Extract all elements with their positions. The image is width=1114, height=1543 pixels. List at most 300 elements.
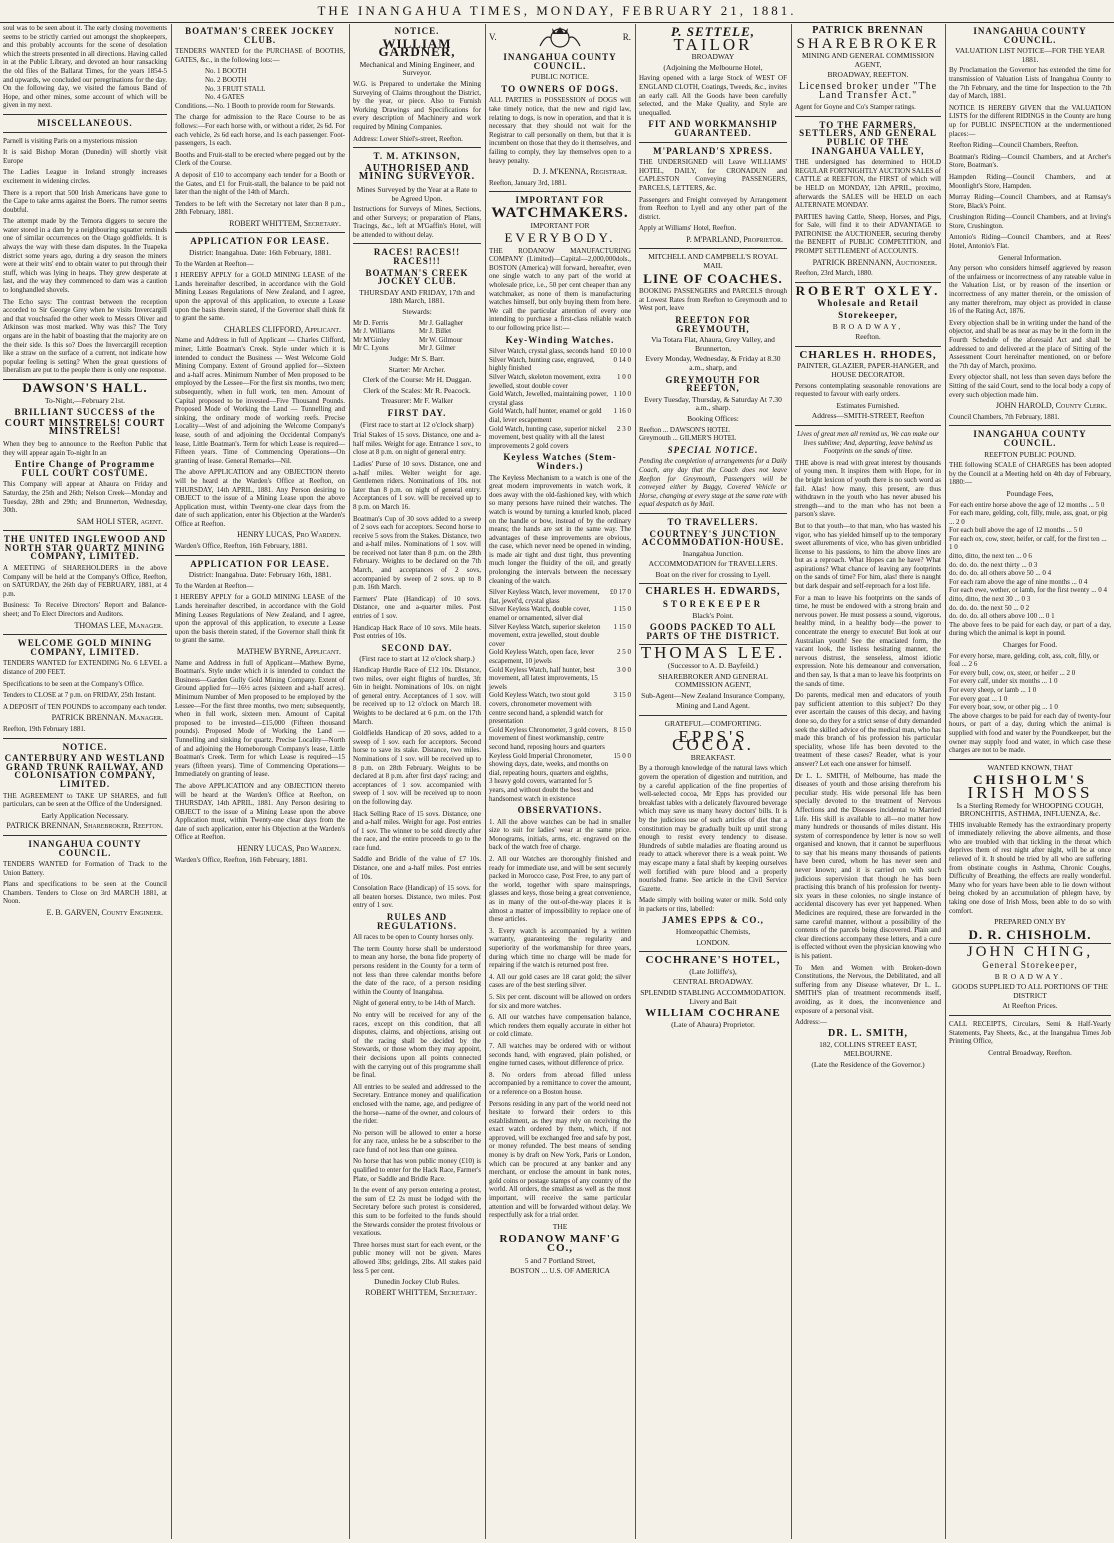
article-text: For a man to leave his footprints on the sands of time, he must be endowed with a strong brain and nervous power. He must possess a sound, vigorous, healthy mind, in a healthy body—the power to concentrate the energy to execute! But look at our Australian youth! See the emaciated form, the vacant look, the listless hesitating manner, the nervous distrust, the senseless, almost idiotic expression. Note his demeanour and conversation, and then say, Is that a man to leave his footprints on the sands of time. (795, 593, 941, 688)
news-item: Parnell is visiting Paris on a mysterious mission (3, 136, 138, 145)
ad-text: Conditions.—No. 1 Booth to provide room for Stewards. (175, 101, 335, 110)
ad-text: CENTRAL BROADWAY. (673, 977, 753, 987)
ad-title: LINE OF COACHES. (643, 270, 783, 286)
obs-item: 2. All our Watches are thoroughly finished and ready for immediate use, and will be sent securely packed in Morocco case, Post Free, to any part of the world, together with spare mainsprings, glasses and keys, those being a great convenience, as in many of the out-of-the-way places it is almost a matter of impossibility to replace one of these articles. (489, 855, 631, 924)
official: Starter: Mr Archer. (388, 364, 446, 374)
official: Clerk of the Scales: Mr R. Peacock. (363, 385, 471, 395)
rule-item: In the event of any person entering a protest, the sum of £2 2s must be lodged with the Secretary before such protest is considered, this sum to be forfeited to the funds should the Stewards consider the protest frivolous or vexatious. (353, 1186, 481, 1238)
ad-text: Mines Surveyed by the Year at a Rate to be Agreed Upon. (356, 184, 478, 203)
price-item (489, 588, 631, 605)
price-desc: Gold Keyless Watch, two stout gold covers, chronometer movement with centre second hand, a splendid watch for presentation (489, 691, 604, 726)
ad-heading: NOTICE. (62, 741, 108, 752)
ad-text: (Adjoining the Melbourne Hotel, (663, 62, 763, 72)
ad-signature: E. B. GARVEN, County Engineer. (46, 908, 163, 918)
ad-text: TENDERS WANTED for the PURCHASE of BOOTHS, GATES, &c., in the following lots:— (175, 47, 345, 64)
ad-title: WATCHMAKERS. (491, 204, 629, 221)
rule-item: No entry will be received for any of the races, except on this condition, that all disputes, claims, and objections, arising out of the racing shall be decided by the Stewards, or those whom they may appoint, their decisions upon all points connected with the carrying out of this programme shall be final. (353, 1010, 481, 1080)
price-value: 2 5 0 (617, 648, 631, 657)
ad-title: THE UNITED INGLEWOOD AND NORTH STAR QUARTZ MINING COMPANY, LIMITED. (3, 534, 167, 562)
ad-heading: FIRST DAY. (387, 407, 447, 418)
article-text: To Men and Women with Broken-down Constitutions, the Nervous, the Debilitated, and all suffering from any Disease whatever, Dr L. L. SMITH'S plan of treatment recommends itself, avoiding, as it does, the inconvenience and exposure of a personal visit. (795, 963, 941, 1015)
rule-item: No person will be allowed to enter a horse for any race, unless he be a subscriber to the race fund of not less than one guinea. (353, 1128, 481, 1154)
ad-signature: P. M'PARLAND, Proprietor. (686, 234, 783, 244)
ad-text: Is a Sterling Remedy for WHOOPING COUGH, BRONCHITIS, ASTHMA, INFLUENZA, &c. (956, 800, 1104, 819)
ad-title: BOATMAN'S CREEK JOCKEY CLUB. (365, 267, 469, 287)
race-item: Consolation Race (Handicap) of 15 sovs. for all beaten horses. Distance, two miles. Post entry of 1 sov. (353, 884, 481, 910)
ad-text: When they beg to announce to the Reefton Public that they will appear again To-night In an (3, 439, 167, 457)
fee-item: do. do. do. the next thirty ... 0 3 (949, 560, 1038, 569)
ad-text: SPLENDID STABLING ACCOMMODATION. Livery and Bait (640, 988, 786, 1006)
price-desc: Keyless Gold Imperial Chronometer, showing days, date, weeks, and months on dial, repeating hours, quarters and eighths, 3 heavy gold covers, warranted for 5 years, and without doubt the best and handsomest watch in existence (489, 751, 609, 803)
ad-text: Name and Address in full of Applicant—Mathew Byrne, Boatman's. Style under which it is intended to conduct the Business—Garden Gully Gold Mining Company. Extent of Ground applied for—16½ acres (sixteen and a-half acres). Minimum Number of Men proposed to be employed by the Lessee—For the first three months, two men; subsequently, when in full work, sixteen men. Amount of Capital proposed to be invested—£15,000 (Fifteen thousand pounds). Proposed Mode of Working the Land — Tunnelling and sinking for quartz. Precise Locality—North of and adjoining the Homeborough Company's lease, Little Boatman's Creek. Term for which Lease is required—15 years (fifteen years). Time of Commencing Operations—Immediately on granting of lease. (175, 658, 345, 779)
ad-title: THOMAS LEE. (640, 643, 786, 663)
ad-text: BROADWAY, (832, 321, 904, 331)
ad-text: NOTICE IS HEREBY GIVEN that the VALUATION LISTS for the different RIDINGS in the County are hung up for PUBLIC INSPECTION at the undermentioned places:— (949, 103, 1111, 138)
ad-title: TAILOR (673, 34, 753, 54)
ad-heading: PAINTER, GLAZIER, PAPER-HANGER, and HOUSE DECORATOR. (797, 361, 939, 379)
ad-text: A deposit of £10 to accompany each tender for a Booth or the Gates, and £1 for Fruit-stall, the balance to be paid not later than the night of the 14th of March. (175, 170, 345, 197)
price-value: 1 15 0 (613, 605, 631, 614)
ad-heading: WANTED KNOWN, THAT (987, 762, 1073, 772)
ad-text: GOODS SUPPLIED TO ALL PORTIONS OF THE DISTRICT (952, 982, 1108, 1000)
column-7 (946, 24, 1114, 1539)
price-desc: Gold Watch, hunting case, superior nickel movement, best quality with all the latest improvements 2 gold covers (489, 424, 607, 450)
ad-text: Every Tuesday, Thursday, & Saturday At 7.30 a.m., sharp. (644, 394, 782, 413)
news-item: The attempt made by the Temora diggers to secure the water stored in a dam by a neighbouring squatter reminds one of similar occurrences on the Otago goldfields. It is always the way with these dam disputes. In the Tuapeka district some years ago, during a dry season the miners were at their wits' end to obtain water to put through their stuff, which was lying in heaps. They grew desperate at last, and the way they commenced to dam was a caution to longhandled shovels. (3, 217, 167, 295)
ad-text: BOSTON ... U.S. OF AMERICA (509, 1266, 611, 1276)
news-item: The Ladies League in Ireland strongly increases excitement in widening circles. (3, 168, 167, 185)
price-item (489, 373, 631, 390)
price-desc: Silver Keyless Watch, double cover, enamel or ornamented, silver dial (489, 605, 591, 623)
ad-text: W.G. is Prepared to undertake the Mining Surveying of Claims throughout the District, by the year, or piece. Also to Furnish Working Drawings and Specifications for every description of Machinery and work required by Mining Companies. (353, 79, 481, 131)
fee-item: For each ewe, wether, or lamb, for the first twenty ... 0 4 (949, 586, 1107, 595)
ad-text: Dunedin Jockey Club Rules. (374, 1277, 460, 1287)
rule-item: No horse that has won public money (£10) is qualified to enter for the Hack Race, Farmer's Plate, or Saddle and Bridle Race. (353, 1157, 481, 1183)
ad-title: BOATMAN'S CREEK JOCKEY CLUB. (185, 26, 335, 45)
quote: Lives of great men all remind us, We can make our lives sublime; And, departing, leave behind us Footprints on the sands of time. (797, 429, 939, 456)
ad-heading: REEFTON PUBLIC POUND. (984, 449, 1076, 459)
rule-item: Three horses must start for each event, or the public money will not be given. Mares allowed 3lbs; geldings, 2lbs. All stakes paid less 5 per cent. (353, 1240, 481, 1275)
fee-item: For every sheep, or lamb ... 1 0 (949, 685, 1037, 694)
ad-signature: JAMES EPPS & CO., (662, 915, 764, 926)
article-text: But to that youth—to that man, who has wasted his vigor, who has yielded himself up to the temporary sweet allurements of vice, who has given unbridled license to his passions, to him the above lines are but as a reproach. What Hopes can he have? What aspirations? What chance of leaving any footprints on the sands of time? For him, alas! there is naught but dark despair and self-reproach for a lost life. (795, 521, 941, 591)
ad-heading: TO OWNERS OF DOGS. (501, 83, 619, 94)
ad-text: Apply at Williams' Hotel, Reefton. (639, 224, 737, 233)
ad-text: Every objector shall, not less than seven days before the Sitting of the said Court, send to the local body a copy of every such objection made him. (949, 373, 1111, 399)
ad-text: Any person who considers himself aggrieved by reason of the unfairness or incorrectness of any rateable value in the Valuation List, or by reason of the insertion or incorrectness of any matter therein, or the omission of any matter therefrom, may object as provided in clause 16 of the Rating Act, 1876. (949, 264, 1111, 316)
ad-title: T. M. ATKINSON, (373, 151, 461, 162)
price-item (489, 726, 631, 752)
ad-text: Tenders to be left with the Secretary not later than 8 p.m., 28th February, 1881. (175, 199, 345, 217)
race-item: Trial Stakes of 15 sovs. Distance, one and a-half miles. Weight for age. Entrance 1 sov., to close at 8 p.m. on night of general entry. (353, 431, 481, 457)
price-value: £0 17 0 (610, 588, 631, 597)
column-4 (486, 24, 634, 1539)
ad-text: Address: Lower Shiel's-street, Reefton. (353, 134, 463, 143)
ad-date: Council Chambers, 7th February, 1881. (949, 412, 1060, 421)
ad-title: APPLICATION FOR LEASE. (190, 558, 330, 569)
steward-name: Mr M'Ginley (353, 335, 390, 344)
ad-text: BROADWAY, REEFTON. (827, 70, 909, 80)
fee-list (949, 501, 1111, 621)
price-item (489, 691, 631, 725)
ad-text: THE UNDERSIGNED will Leave WILLIAMS' HOTEL, DAILY, for CRONADUN and CAPLESTON Conveying PASSENGERS, PARCELS, LETTERS, &c. (639, 158, 787, 192)
news-item: It is said Bishop Moran (Dunedin) will shortly visit Europe (3, 148, 167, 165)
fee-item: do. do. do. all others above 100 ... 0 1 (949, 612, 1055, 621)
ad-text: THE undersigned has determined to HOLD REGULAR FORTNIGHTLY AUCTION SALES of CATTLE at REEFTON, the FIRST of which will be HELD on MONDAY, 12th APRIL, proximo, afterwards the SALES will be HELD on each ALTERNATE MONDAY. (795, 158, 942, 210)
price-item (489, 752, 631, 804)
ad-text: Address:— (795, 1018, 827, 1027)
steward-name: Mr J. Williams (353, 327, 395, 336)
obs-item: 3. Every watch is accompanied by a written warranty, guaranteeing the regularity and superiority of the workmanship for three years, during which time no charge will be made for repairing if the watch is returned post free. (489, 926, 631, 970)
ad-title: P. SETTELE, (670, 24, 756, 39)
ad-title: INANGAHUA COUNTY COUNCIL. (973, 429, 1087, 448)
ad-title: SHAREBROKER (796, 35, 940, 52)
ad-text: MINING AND GENERAL COMMISSION AGENT, (801, 51, 934, 69)
fee-item: For every boar, sow, or other pig ... 1 0 (949, 703, 1058, 712)
ad-text: THE RODANOW MANUFACTURING COMPANY (Limited)—Capital—2,000,000dols., BOSTON (America) will forward, hereafter, even one single watch to any part of the world at wholesale price, i.e., 50 per cent cheaper than any watchmaker, as none of them is manufacturing watches himself, but only buying them from here. We call the particular attention of every one intending to purchase a first-class reliable watch to our following price list:— (489, 246, 631, 333)
ad-text: THE AGREEMENT to TAKE UP SHARES, and full particulars, can be seen at the Office of the Undersigned. (3, 791, 167, 809)
ad-text: Persons contemplating seasonable renovations are requested to favour with early orders. (795, 381, 941, 399)
price-value: 1 15 0 (613, 622, 631, 631)
ad-text: THE (552, 1221, 568, 1231)
price-list (489, 588, 631, 803)
ad-text: Inangahua Junction. (682, 548, 744, 558)
ad-text: This Company will appear at Ahaura on Friday and Saturday, the 25th and 26th; Nelson Creek—Monday and Tuesday, 28th and 29th; and Brunnerton, Wednesday, 30th. (3, 480, 167, 515)
ad-text: Sub-Agent—New Zealand Insurance Company, (641, 690, 785, 700)
ad-heading: GREYMOUTH FOR REEFTON, (665, 374, 761, 394)
ad-text: Tenders to CLOSE at 7 p.m. on FRIDAY, 25th Instant. (3, 691, 156, 700)
ad-title: EVERYBODY. (504, 230, 616, 246)
ad-text: By a thorough knowledge of the natural laws which govern the operation of digestion and nutrition, and by a careful application of the fine properties of well-selected cocoa, Mr Epps has provided our breakfast tables with a delicately flavoured beverage which may save us many heavy doctors' bills. It is by the judicious use of such articles of diet that a constitution may be gradually built up until strong enough to resist every tendency to disease. Hundreds of subtle maladies are floating around us ready to attack wherever there is a weak point. We may escape many a fatal shaft by keeping ourselves well fortified with pure blood and a properly nourished frame. See article in the Civil Service Gazette. (639, 764, 787, 893)
ad-text: Booths and Fruit-stall to be erected where pegged out by the Clerk of the Course. (175, 150, 345, 168)
ad-heading: Keyless Watches (Stem-Winders.) (503, 452, 617, 471)
price-value: 1 0 0 (617, 373, 631, 381)
ad-text: TENDERS WANTED for EXTENDING No. 6 LEVEL a distance of 200 FEET. (3, 659, 167, 676)
ad-heading: VALUATION LIST NOTICE—FOR THE YEAR 1881. (955, 46, 1105, 64)
fee-item: do. do. do. all others above 50 ... 0 4 (949, 569, 1052, 578)
fee-item: For every horse, mare, gelding, colt, ass, colt, filly, or foal ... 2 6 (949, 651, 1100, 669)
ad-text: A DEPOSIT of TEN POUNDS to accompany each tender. (3, 702, 167, 711)
column-6 (792, 24, 944, 1539)
ad-text: Early Application Necessary. (41, 810, 129, 820)
price-item (489, 390, 631, 407)
price-item (489, 356, 631, 373)
ad-title: CHISHOLM'S (973, 772, 1087, 788)
ad-text: (First race to start at 12 o'clock sharp) (360, 419, 474, 429)
column-2 (172, 24, 348, 1539)
ad-text: (Late of Ahaura) Proprietor. (671, 1019, 755, 1029)
ad-heading: GRATEFUL—COMFORTING. (664, 719, 762, 728)
fee-item: For each ram above the age of nine months ... 0 4 (949, 577, 1088, 586)
ad-text: Every objection shall be in writing under the hand of the objector, and shall be as near as may be in the form in the Fourth Schedule of the aforesaid Act and shall be addressed to and delivered at the place of Sitting of the Assessment Court hereinafter mentioned, on or before the 7th day of March, proximo. (949, 318, 1111, 370)
masthead: THE INANGAHUA TIMES, MONDAY, FEBRUARY 21, 1881. (0, 0, 1114, 23)
price-value: 15 0 0 (613, 751, 631, 760)
ad-text: Instructions for Surveys of Mines, Sections, and other Surveys; or preparation of Plans, Tracings, &c., left at M'Gaffin's Hotel, will be attended to without delay. (353, 205, 481, 239)
ad-signature: CHARLES CLIFFORD, Applicant. (223, 324, 341, 334)
news-item: The Echo says: The contrast between the reception accorded to Sir George Grey when he visits Invercargill and that vouchsafed the other week to Messrs Oliver and Atkinson was most marked. Why was this? The Tory organs are in the habit of boasting that the majority are on the their side. Is this so? Does the Invercargill reception like a straw on the surface of a current, not indicate how popular feeling is setting? When the great questions of liberalism are put to the people there is only one response. (3, 297, 167, 375)
ad-title: CANTERBURY AND WESTLAND GRAND TRUNK RAILWAY, AND COLONISATION COMPANY, LIMITED. (4, 753, 166, 789)
ad-title: CHARLES H. RHODES, (799, 348, 937, 361)
ad-text: BOOKING PASSENGERS and PARCELS through at Lowest Rates from Reefton to Greymouth and to West port, leave (639, 287, 787, 313)
ad-heading: Storekeeper, (838, 310, 898, 321)
ad-title: TO THE FARMERS, SETTLERS, AND GENERAL PUBLIC OF THE INANGAHUA VALLEY, (799, 119, 937, 156)
price-desc: Silver Watch, skeleton movement, extra jewelled, stout double cover (489, 373, 601, 390)
ad-heading: GOODS PACKED TO ALL PARTS OF THE DISTRICT. (646, 622, 780, 641)
ad-title: WELCOME GOLD MINING COMPANY, LIMITED. (17, 638, 153, 657)
rule-item: All races to be open to County horses only. (353, 933, 474, 942)
ad-text: Via Totara Flat, Ahaura, Grey Valley, and Brunnerton, (651, 335, 775, 353)
ad-text: LONDON. (696, 937, 730, 947)
ad-title: EPPS'S COCOA. (672, 726, 754, 755)
ad-text: Agent for Goyne and Co's Stamper ratings. (795, 103, 916, 112)
race-item: Hack Selling Race of 15 sovs. Distance, one and a-half miles. Weight for age. Post entries of 1 sov. The winner to be sold directly after the race, and the entire proceeds to go to the race fund. (353, 809, 481, 852)
official: Clerk of the Course: Mr H. Duggan. (362, 375, 472, 385)
ad-text: Address—SMITH-STREET, Reefton (811, 411, 925, 421)
ad-text: PARTIES having Cattle, Sheep, Horses, and Pigs, for Sale, will find it to their ADVANTAGE to PATRONISE the AUCTIONEER, securing thereby the BENEFIT of PUBLIC COMPETITION, and PROMPT SETTLEMENT of ACCOUNTS. (795, 212, 941, 256)
ad-title: PATRICK BRENNAN (812, 25, 924, 36)
price-item (489, 407, 631, 424)
riding-item: Boatman's Riding—Council Chambers, and at Archer's Store, Boatman's. (949, 152, 1111, 170)
ad-signature: JOHN HAROLD, County Clerk. (995, 401, 1107, 411)
ad-heading: IMPORTANT FOR (530, 220, 590, 230)
rule-item: Night of general entry, to be 14th of March. (353, 999, 476, 1008)
price-value: 2 3 0 (617, 424, 631, 433)
ad-text: The above charges to be paid for each day of twenty-four hours, or part of a day, during which the animal is supplied with food and water by the Poundkeeper, but the owner may supply food and water, in which case these charges are not to be made. (949, 711, 1111, 755)
ad-signature: ROBERT WHITTEM, Secretary. (229, 218, 341, 228)
ad-heading: RULES AND REGULATIONS. (376, 912, 458, 931)
ad-signature: THOMAS LEE, Manager. (74, 620, 163, 630)
ad-heading: General Information. (998, 252, 1062, 262)
fee-item: For each bull above the age of 12 months ... 5 0 (949, 526, 1083, 535)
news-item: There is a report that 500 Irish Americans have gone to the Cape to take arms against the Boers. The rumor seems doubtful. (3, 188, 167, 214)
price-item (489, 666, 631, 692)
price-desc: Gold Watch, Jewelled, maintaining power, crystal glass (489, 390, 608, 407)
ad-text: (Successor to A. D. Bayfeild.) (667, 661, 759, 671)
article-text: Do parents, medical men and educators of youth pay sufficient attention to this subject? Do they ever ascertain the causes of this decay, and having done so, do they for a strict sense of duty demanded seek the skilled advice of the medical man, who has made this branch of his profession his particular speciality, whose life has been devoted to the treatment of these cases? Reader, what is your answer? Let each one answer for himself. (795, 691, 941, 768)
ad-text: 182, COLLINS STREET EAST, MELBOURNE. (819, 1040, 917, 1058)
price-item (489, 425, 631, 451)
obs-item: 8. No orders from abroad filled unless accompanied by a remittance to cover the amount, or a reference on a Boston house. (489, 1070, 631, 1096)
ad-heading: Wholesale and Retail (817, 298, 919, 309)
steward-name: Mr D. Ferris (353, 318, 389, 327)
ad-text: Boat on the river for crossing to Lyell. (655, 569, 771, 579)
ad-text: To the Warden at Reefton— (175, 259, 254, 268)
price-value: 0 14 0 (613, 355, 631, 364)
lot-item: No. 3 FRUIT STALL (205, 84, 266, 93)
ad-signature: SAM HOLI STER, agent. (76, 516, 163, 526)
race-item: Boatman's Cup of 30 sovs added to a sweep of 2 sovs each for acceptors. Second horse to receive 5 sovs from the Stakes. Distance, two and a-half miles. Nominations of 1 sov. will be received not later than 8 p.m. on the 28th February. Weights to be declared on the 7th March, and acceptances of 2 sovs, accompanied by sweep of 2 sovs. up to 8 p.m. 16th March. (353, 514, 481, 592)
lot-item: No. 1 BOOTH (205, 67, 247, 76)
ad-heading: STOREKEEPER (662, 599, 764, 610)
ad-signature: D. R. CHISHOLM. (968, 926, 1092, 942)
price-desc: Gold Watch, half hunter, enamel or gold dial, lever escapement (489, 407, 602, 424)
ad-title: ROBERT OXLEY. (795, 282, 941, 298)
ad-heading: MITCHELL AND CAMPBELL'S ROYAL MAIL (648, 252, 778, 271)
race-item: Ladies' Purse of 10 sovs. Distance, one and a-half miles. Welter weight for age. Gentlemen riders. Nominations of 10s. not later than 8 p.m. on night of general entry. Acceptances of 1 sov. will be received up to 8 p.m. on March 16. (353, 459, 481, 511)
race-item: Handicap Hurdle Race of £12 10s. Distance, two miles, over eight flights of hurdles, 3ft 6in in height. Nominations of 10s. on night of general entry. Acceptances of 1 sov. will be received up to 12 o'clock on March 18. Weights to be declared at 6 p.m. on the 17th March. (353, 666, 481, 726)
ad-signature: HENRY LUCAS, Pro Warden. (237, 530, 341, 540)
lot-item: No. 2 BOOTH (205, 75, 247, 84)
ad-heading: REEFTON FOR GREYMOUTH, (675, 315, 751, 334)
price-desc: Gold Keyless Watch, half hunter, best movement, all latest improvements, 15 jewels (489, 665, 598, 691)
steward-name: Mr C. Lyons (353, 344, 389, 353)
ad-text: Made simply with boiling water or milk. Sold only in packets or tins, labelled: (639, 896, 787, 913)
price-desc: Silver Keyless Watch, superior skeleton movement, extra jewelled, stout double cover (489, 622, 601, 648)
ad-title: IRISH MOSS (967, 782, 1093, 802)
price-value: 3 0 0 (617, 665, 631, 674)
fee-item: ditto, ditto, the next ten ... 0 6 (949, 552, 1032, 561)
ad-title: M'PARLAND'S XPRESS. (653, 145, 773, 156)
ad-text: A MEETING of SHAREHOLDERS in the above Company will be held at the Company's Office, Reefton, on SATURDAY, the 26th day of FEBRUARY, 1881, at 4 p.m. (3, 564, 167, 598)
ad-text: (First race to start at 12 o'clock sharp.) (359, 654, 475, 664)
fee-item: For each entire horse above the age of 12 months ... 5 0 (949, 500, 1105, 509)
price-item (489, 347, 631, 356)
ad-text: Having opened with a large Stock of WEST OF ENGLAND CLOTH, Coatings, Tweeds, &c., invites an early call. All the Goods have been carefully selected, and the Make Quality, and Style are unequalled. (639, 74, 787, 117)
ad-text: Reefton. (855, 332, 881, 342)
ad-date: Reefton, 23rd March, 1880. (795, 269, 873, 278)
ad-heading: TO TRAVELLERS. (667, 516, 759, 527)
ad-signature: MATHEW BYRNE, Applicant. (236, 647, 341, 656)
fee-item: For each ox, cow, steer, heifer, or calf, for the first ten ... 1 0 (949, 534, 1107, 552)
article-text: THE above is read with great interest by thousands of young men. It inspires them with Hope, for in the bright lexicon of youth there is no such word as fail. Alas! how many, this present, are thus withdrawn in the youth who has never abused his strength—and to the man who has not been a parson's slave. (795, 458, 941, 519)
ad-signature: DR. L. SMITH, (828, 1027, 908, 1039)
obs-item: 4. All our gold cases are 18 carat gold; the silver cases are of the best sterling silver. (489, 972, 631, 990)
ad-date: Warden's Office, Reefton, 16th February, 1881. (175, 855, 308, 864)
price-desc: Silver Watch, hunting case, engraved, highly finished (489, 355, 595, 373)
price-desc: Gold Keyless Watch, open face, lever escapement, 10 jewels (489, 648, 595, 665)
ad-text: Homœopathic Chemists, (675, 927, 751, 937)
ad-text: TENDERS WANTED for Formation of Track to the Union Battery. (3, 860, 167, 877)
ad-text: The above APPLICATION and any OBJECTION thereto will be heard at the Warden's Office at Reefton, on THURSDAY, 14th APRIL, 1881. Any Person desiring to OBJECT to the issue of a Mining Lease upon the above Application must, within Twenty-one clear days from the date of such application, enter his Objection at the Warden's Office at Reefton. (175, 781, 345, 842)
ad-title: COCHRANE'S HOTEL, (645, 954, 781, 967)
rule-item: The term County horse shall be understood to mean any horse, the bona fide property of persons resident in the County for a term of not less than three calendar months before the date of the race, of a person residing within the County of Inangahua. (353, 944, 481, 996)
ad-text: (Late the Residence of the Governor.) (811, 1059, 925, 1069)
ad-heading: BRILLIANT SUCCESS of the (14, 407, 156, 418)
ad-title: COURTNEY'S JUNCTION ACCOMMODATION-HOUSE. (641, 528, 785, 548)
ad-title: INANGAHUA COUNTY COUNCIL. (973, 26, 1087, 45)
ad-title: RODANOW MANF'G CO., (499, 1233, 621, 1254)
fee-item: For each mare, gelding, colt, filly, mule, ass, goat, or pig ... 2 0 (949, 509, 1108, 526)
steward-name: Mr J. Billet (419, 327, 452, 336)
ad-heading: General Storekeeper, (982, 960, 1078, 970)
ad-text: Stewards: (402, 307, 432, 317)
steward-name: Mr W. Gilmour (419, 335, 463, 344)
price-value: £0 10 0 (610, 347, 631, 356)
ad-text: Reefton ... DAWSON'S HOTEL (639, 425, 730, 434)
ad-heading: Licensed broker under "The Land Transfer Act." (798, 80, 938, 101)
price-desc: Gold Keyless Chronometer, 3 gold covers, movement of finest workmanship, centre second hand, reposing hours and quarters (489, 725, 609, 751)
obs-item: 1. All the above watches can be had in smaller size to suit for ladies' wear at the same price. Monograms, initials, arms, etc. engraved on the back of the watch free of charge. (489, 817, 631, 852)
ad-text: SHAREBROKER AND GENERAL COMMISSION AGENT, (658, 671, 768, 690)
ad-text: Booking Offices: (687, 413, 739, 423)
ad-heading: Key-Winding Watches. (505, 334, 615, 345)
ad-text: Passengers and Freight conveyed by Arrangement from Reefton to Lyell and any other part of the district. (639, 195, 787, 221)
ad-text: CALL RECEIPTS, Circulars, Semi & Half-Yearly Statements, Pay Sheets, &c., at the Inangahua Times Job Printing Office, (949, 1019, 1111, 1046)
column-5 (636, 24, 790, 1539)
race-item: Farmers' Plate (Handicap) of 10 sovs. Distance, one and a-quarter miles. Post entries of 1 sov. (353, 594, 481, 621)
ad-text: Plans and specifications to be seen at the Council Chambers. Tenders to Close on 3rd MARCH 1881, at Noon. (3, 880, 167, 906)
column-3 (350, 24, 484, 1539)
official: Judge: Mr S. Barr. (389, 354, 445, 363)
ad-text: I HEREBY APPLY for a GOLD MINING LEASE of the Lands hereinafter described, in accordance with the Gold Mining Leases Regulations of New Zealand, and I agree, upon the approval of this application, to execute a Lease upon the basis therein stated, if the Governor shall think fit to grant the same. (175, 271, 345, 323)
fee-item: For every bull, cow, ox, steer, or heifer ... 2 0 (949, 668, 1076, 677)
ad-text: Specifications to be seen at the Company's Office. (3, 679, 144, 688)
price-item (489, 605, 631, 622)
ad-heading: IMPORTANT FOR (515, 195, 605, 206)
ad-heading: AUTHORISED AND MINING SURVEYOR. (358, 162, 476, 183)
ad-text: Mechanical and Mining Engineer, and Surveyor. (359, 59, 475, 78)
article-text: Dr L. L. SMITH, of Melbourne, has made the diseases of youth and those arising therefrom his peculiar study. His wide personal life has been specially devoted to the treatment of Nervous Affections and the Diseases incidental to Married Life. His skill is available to all—no matter how many hundreds or thousands of miles distant. His system of correspondence by letter is now so well organised and known, that it cannot be superfluous to say that his means many thousands of patients have been cured, whom he has never seen and never known; and it is carried on with such judicious supervision that though he has been practising this branch of his profession for twenty-six years in these colonies, no single instance of accidental discovery has ever yet happened. When Medicines are required, these are forwarded in the same careful manner, without a possibility of the contents of the parcels being discovered. Plain and clear directions accompany these letters, and a cure is effected without even the physician knowing who is his patient. (795, 771, 941, 960)
fee-item: For every goat ... 1 0 (949, 694, 1008, 703)
price-value: 1 10 0 (613, 390, 631, 399)
ad-title: INANGAHUA COUNTY COUNCIL. (503, 52, 617, 71)
ad-signature: PATRICK BRENNAN, Sharebroker, Reefton. (6, 821, 163, 831)
price-desc: Silver Watch, crystal glass, seconds hand (489, 347, 604, 356)
ad-text: To the Warden at Reefton— (175, 581, 254, 590)
ad-text: Pending the completion of arrangements for a Daily Coach, any day that the Coach does not leave Reefton for Greymouth, Passengers will be conveyed either by Buggy, Covered Vehicle or Horse, changing at every stage at the same rate with equal despatch as by Mail. (639, 457, 787, 509)
ad-text: District: Inangahua. Date: 16th February, 1881. (189, 248, 331, 258)
price-item (489, 648, 631, 665)
section-heading: MISCELLANEOUS. (37, 117, 133, 128)
ad-heading: Poundage Fees, (1006, 488, 1054, 498)
ad-text: The charge for admission to the Race Course to be as follows:—For each horse with, or without a rider, 2s 6d. For each vehicle, 2s 6d each horse, and 1s each passenger. Foot-passengers, 1s each. (175, 113, 345, 148)
ad-text: Name and Address in full of Applicant — Charles Clifford, miner, Little Boatman's Creek. Style under which it is intended to conduct the Business — West Welcome Gold Mining Company. Extent of Ground applied for—Sixteen and a-half acres. Minimum Number of Men proposed to be employed by the Lessee—For the first six months, two men; subsequently, when in full work, ten men. Amount of Capital proposed to be invested—Five Thousand Pounds. Proposed Mode of Working the Land — Tunnelling and sinking, the ordinary mode of working reefs. Precise Locality—West of and adjoining the Welcome Company's lease, south of and adjoining the Occidental Company's lease, Little Boatman's. Term for which Lease is required—Fifteen years. Time of Commencing Operations—On granting of lease. General Remarks—Nil. (175, 336, 345, 465)
ad-heading: PUBLIC NOTICE. (531, 72, 589, 82)
official: Treasurer: Mr F. Walker (380, 396, 454, 406)
ad-text: ALL PARTIES in POSSESSION of DOGS will take timely notice, that the new and rigid law, relating to dogs, is now in operation, and that it is necessary that they should not wait for the Registrar to call personally on them, but that it is incumbent on those that they do it themselves, and failing to comply, they lay themselves open to a heavy penalty. (489, 96, 631, 165)
fee-item: ditto, ditto, the next 30 ... 0 3 (949, 595, 1031, 604)
ad-heading: BREAKFAST. (690, 752, 736, 762)
ad-signature: PATRICK BRENNANN, Auctioneer. (812, 257, 937, 267)
price-value: 3 15 0 (613, 691, 631, 700)
ad-text: Business: To Receive Directors' Report and Balance-sheet; and To Elect Directors and Auditors. (3, 601, 167, 619)
ad-heading: RACES! RACES!! RACES!!! (373, 247, 461, 267)
ad-title: APPLICATION FOR LEASE. (190, 236, 330, 247)
ad-text: Persons residing in any part of the world need not hesitate to forward their orders to this establishment, as they may rely on receiving the exact watch ordered by them, which, if not approved, will be exchanged free and safe by post, or money refunded. The best means of sending money is by draft on New York, Paris or London, which can be procured at any banker and any merchant, or enclose the amount in bank notes, gold coins or postage stamps of any country of the world. All orders, the smallest as well as the most important, will receive the same particular attention and will be forwarded without delay. We respectfully ask for a trial order. (489, 1099, 631, 1220)
crest-letter: R. (622, 31, 631, 42)
price-value: 8 15 0 (613, 725, 631, 734)
ad-signature: WILLIAM COCHRANE (645, 1007, 781, 1020)
ad-title: CHARLES H. EDWARDS, (645, 586, 781, 598)
article-text: soul was to be seen about it. The early closing movements seems to be strictly carried out amongst the shopkeepers, and this probably accounts for the scene of desolation which the streets presented in all directions. Having called in at the Public Library, and devoted an hour ransacking the old files of the Ballarat Times, for the years 1854-5 and upwards, we concluded our peregrinations for the day. On the following day, we visited the famous Band of Hope, and other mines, some account of which will be given in my next. (3, 24, 167, 110)
ad-text: Mining and Land Agent. (676, 701, 750, 711)
riding-item: Murray Riding—Council Chambers, and at Ramsay's Store, Black's Point. (949, 193, 1111, 210)
ad-date: Warden's Office, Reefton, 16th February, 1881. (175, 542, 308, 551)
steward-name: Mr J. Gallagher (419, 318, 464, 327)
price-desc: Silver Keyless Watch, lever movement, flat, jewel'd, crystal glass (489, 588, 600, 605)
ad-text: At Reefton Prices. (1002, 1001, 1058, 1011)
rule-item: All entries to be sealed and addressed to the Secretary. Entrance money and qualification enclosed with the name, age, and pedigree of the horse—name of the owner, and colours of the rider. (353, 1082, 482, 1126)
fee-list (949, 652, 1111, 712)
ad-heading: Charges for Food. (1002, 640, 1058, 649)
ad-text: THURSDAY AND FRIDAY, 17th and 18th March, 1881. (359, 287, 475, 306)
ad-text: PREPARED ONLY BY (994, 917, 1066, 927)
ad-heading: Entire Change of Programme FULL COURT COSTUME. (15, 459, 155, 478)
ad-text: ACCOMMODATION for TRAVELLERS. (648, 559, 778, 569)
ad-signature: ROBERT WHITTEM, Secretary. (365, 1287, 477, 1297)
fee-item: do. do. do. the next 50 ... 0 2 (949, 603, 1030, 612)
riding-item: Reefton Riding—Council Chambers, Reefton. (949, 141, 1079, 150)
riding-item: Hampden Riding—Council Chambers, and at Moonlight's Store, Hampden. (949, 172, 1111, 190)
ad-text: Every Monday, Wednesday, & Friday at 8.30 a.m., sharp, and (645, 354, 781, 372)
ad-text: (Late Jolliffe's), (689, 966, 737, 976)
ad-title: WILLIAM GARDNER, (378, 35, 456, 60)
ad-text: Greymouth ... GILMER'S HOTEL (639, 434, 737, 443)
ad-text: BROADWAY (691, 52, 735, 62)
lot-item: No. 4 GATES (205, 93, 245, 102)
ad-date: To-Night,—February 21st. (44, 395, 126, 405)
price-item (489, 623, 631, 649)
